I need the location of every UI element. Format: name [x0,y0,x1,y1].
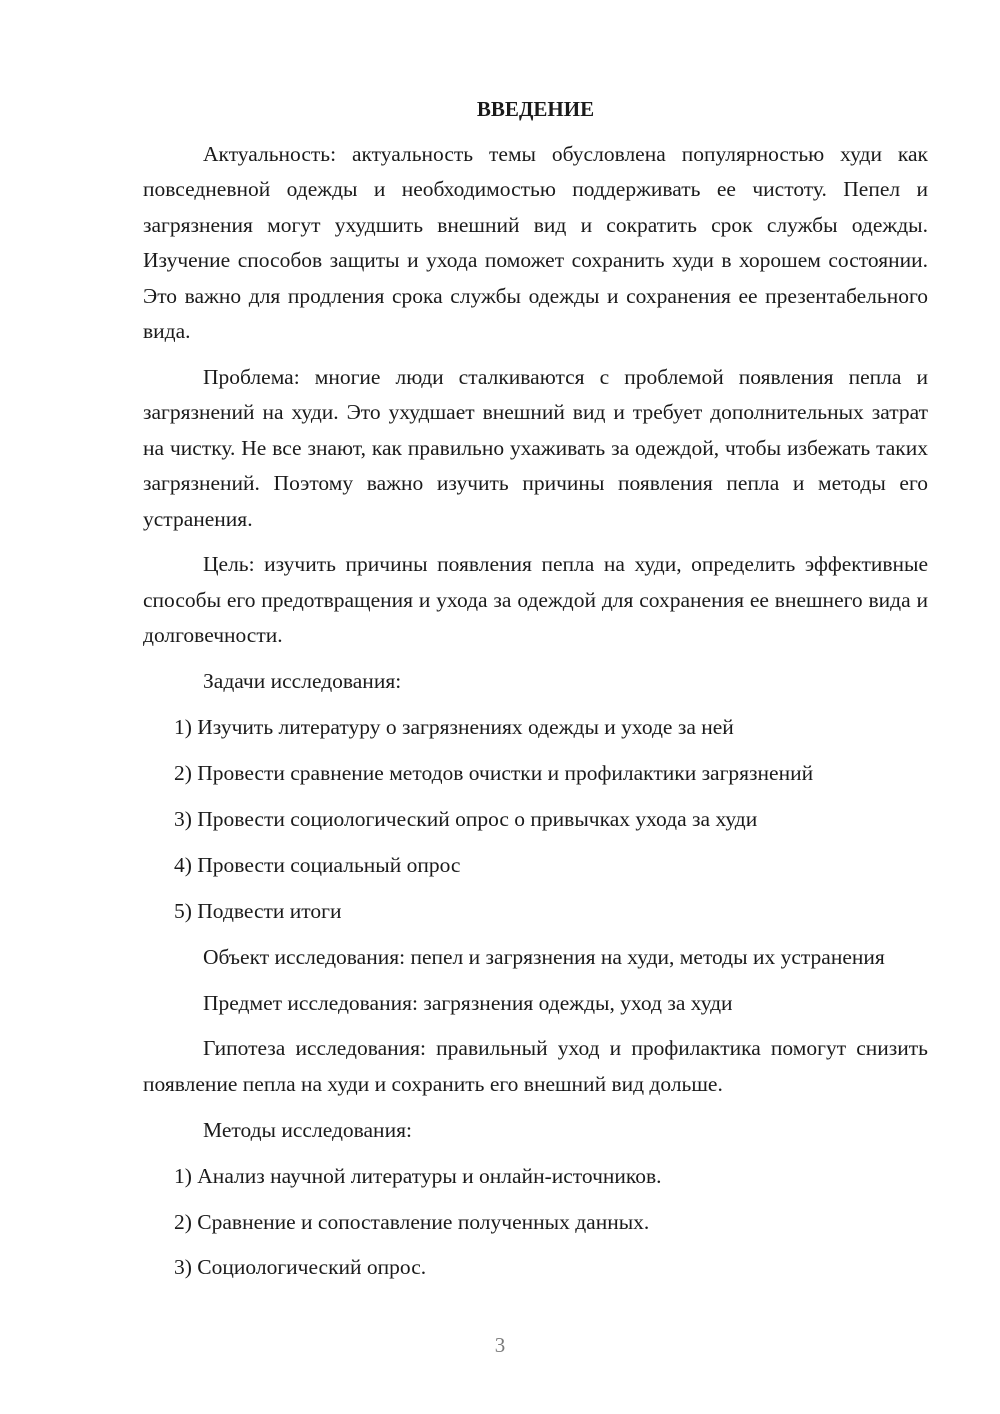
page-number: 3 [494,1333,506,1357]
object-paragraph: Объект исследования: пепел и загрязнения на худи, методы их устранения [203,944,885,969]
problem-paragraph: Проблема: многие люди сталкиваются с проблемой появления пепла и загрязнений на худи. Это ухудшает внешний вид и требует дополнительных затрат на чистку. Не все знают, как правильно ухаживать за одеждой, чтобы избежать таких загрязнений. Поэтому важно изучить причины появления пепла и методы его устранения. [143,364,928,531]
task-item-3: 3) Провести социологический опрос о привычках ухода за худи [174,806,758,831]
document-page [143,92,928,1296]
method-item-1: 1) Анализ научной литературы и онлайн-источников. [174,1163,662,1188]
hypothesis-paragraph: Гипотеза исследования: правильный уход и профилактика помогут снизить появление пепла на худи и сохранить его внешний вид дольше. [143,1036,928,1096]
task-item-2: 2) Провести сравнение методов очистки и профилактики загрязнений [174,761,814,785]
relevance-paragraph: Актуальность: актуальность темы обусловлена популярностью худи как повседневной одежды и необходимостью поддерживать ее чистоту. Пепел и загрязнения могут ухудшить внешний вид и сократить срок службы одежды. Изучение способов защиты и ухода поможет сохранить худи в хорошем состоянии. Это важно для продления срока службы одежды и сохранения ее презентабельного вида. [143,142,928,344]
method-item-2: 2) Сравнение и сопоставление полученных данных. [174,1209,650,1234]
tasks-heading: Задачи исследования: [203,669,402,694]
goal-paragraph: Цель: изучить причины появления пепла на худи, определить эффективные способы его предотвращения и ухода за одеждой для сохранения ее внешнего вида и долговечности. [143,552,928,648]
method-item-3: 3) Социологический опрос. [174,1255,427,1280]
section-title: ВВЕДЕНИЕ [476,97,595,121]
task-item-4: 4) Провести социальный опрос [174,852,461,877]
subject-line: Предмет исследования: загрязнения одежды, уход за худи [203,990,733,1015]
task-item-1: 1) Изучить литературу о загрязнениях одежды и уходе за ней [174,715,734,740]
methods-heading: Методы исследования: [203,1117,412,1142]
task-item-5: 5) Подвести итоги [174,898,342,923]
